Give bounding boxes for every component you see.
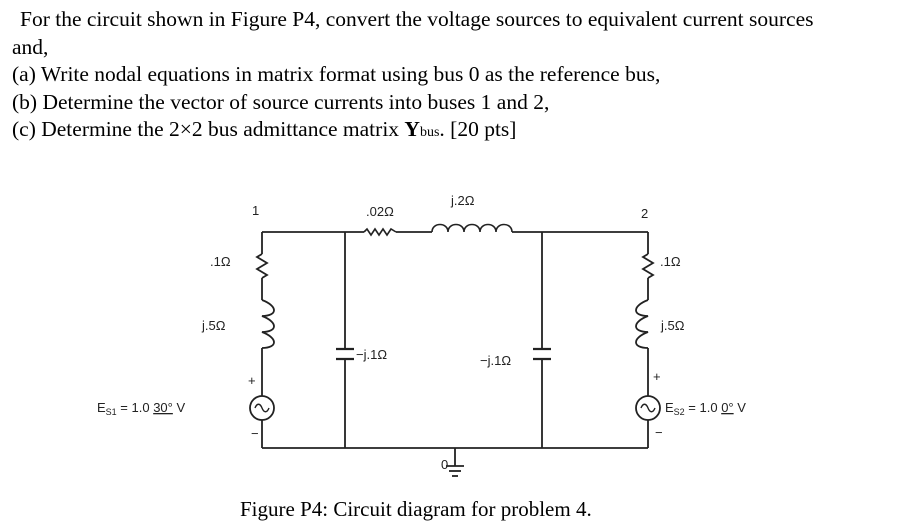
voltage-source-es2-icon <box>636 396 660 420</box>
capacitor-left <box>336 349 354 359</box>
left-reactance-label: j.5Ω <box>202 318 226 333</box>
problem-part-a: (a) Write nodal equations in matrix format using bus 0 as the reference bus, <box>12 62 661 86</box>
es2-plus-sign: + <box>653 369 661 384</box>
problem-line-1: For the circuit shown in Figure P4, convert the voltage sources to equivalent current sources <box>20 7 814 31</box>
es1-minus-sign: − <box>251 426 259 441</box>
part-c-text: (c) Determine the 2×2 bus admittance matrix <box>12 117 405 141</box>
es1-plus-sign: + <box>248 373 256 388</box>
figure-caption: Figure P4: Circuit diagram for problem 4. <box>240 497 592 521</box>
right-reactance-label: j.5Ω <box>661 318 685 333</box>
bus-2-label: 2 <box>641 206 649 221</box>
ybus-y: Y <box>404 117 420 141</box>
part-c-points: . [20 pts] <box>439 117 517 141</box>
problem-line-2: and, <box>12 34 49 59</box>
es2-label: $E_{S2} = 1.0$ 0° V <box>665 400 746 417</box>
es1-label: $E_{S1} = 1.0$ 30° V <box>97 400 186 417</box>
problem-part-b: (b) Determine the vector of source currents into buses 1 and 2, <box>12 89 550 114</box>
ybus-subscript: bus <box>419 125 440 140</box>
inductor-series <box>432 225 512 233</box>
left-resistance-label: .1Ω <box>210 254 231 269</box>
right-capacitance-label: −j.1Ω <box>480 353 512 368</box>
bus-0-label: 0 <box>441 457 449 472</box>
voltage-source-es1-icon <box>250 396 274 420</box>
bus-1-label: 1 <box>252 203 260 218</box>
capacitor-right <box>533 349 551 359</box>
series-resistance-label: .02Ω <box>366 204 394 219</box>
right-resistance-label: .1Ω <box>660 254 681 269</box>
ground-icon <box>446 466 464 476</box>
es2-minus-sign: − <box>655 425 663 440</box>
series-reactance-label: j.2Ω <box>451 193 475 208</box>
resistor-series <box>364 229 396 235</box>
left-capacitance-label: −j.1Ω <box>356 347 388 362</box>
